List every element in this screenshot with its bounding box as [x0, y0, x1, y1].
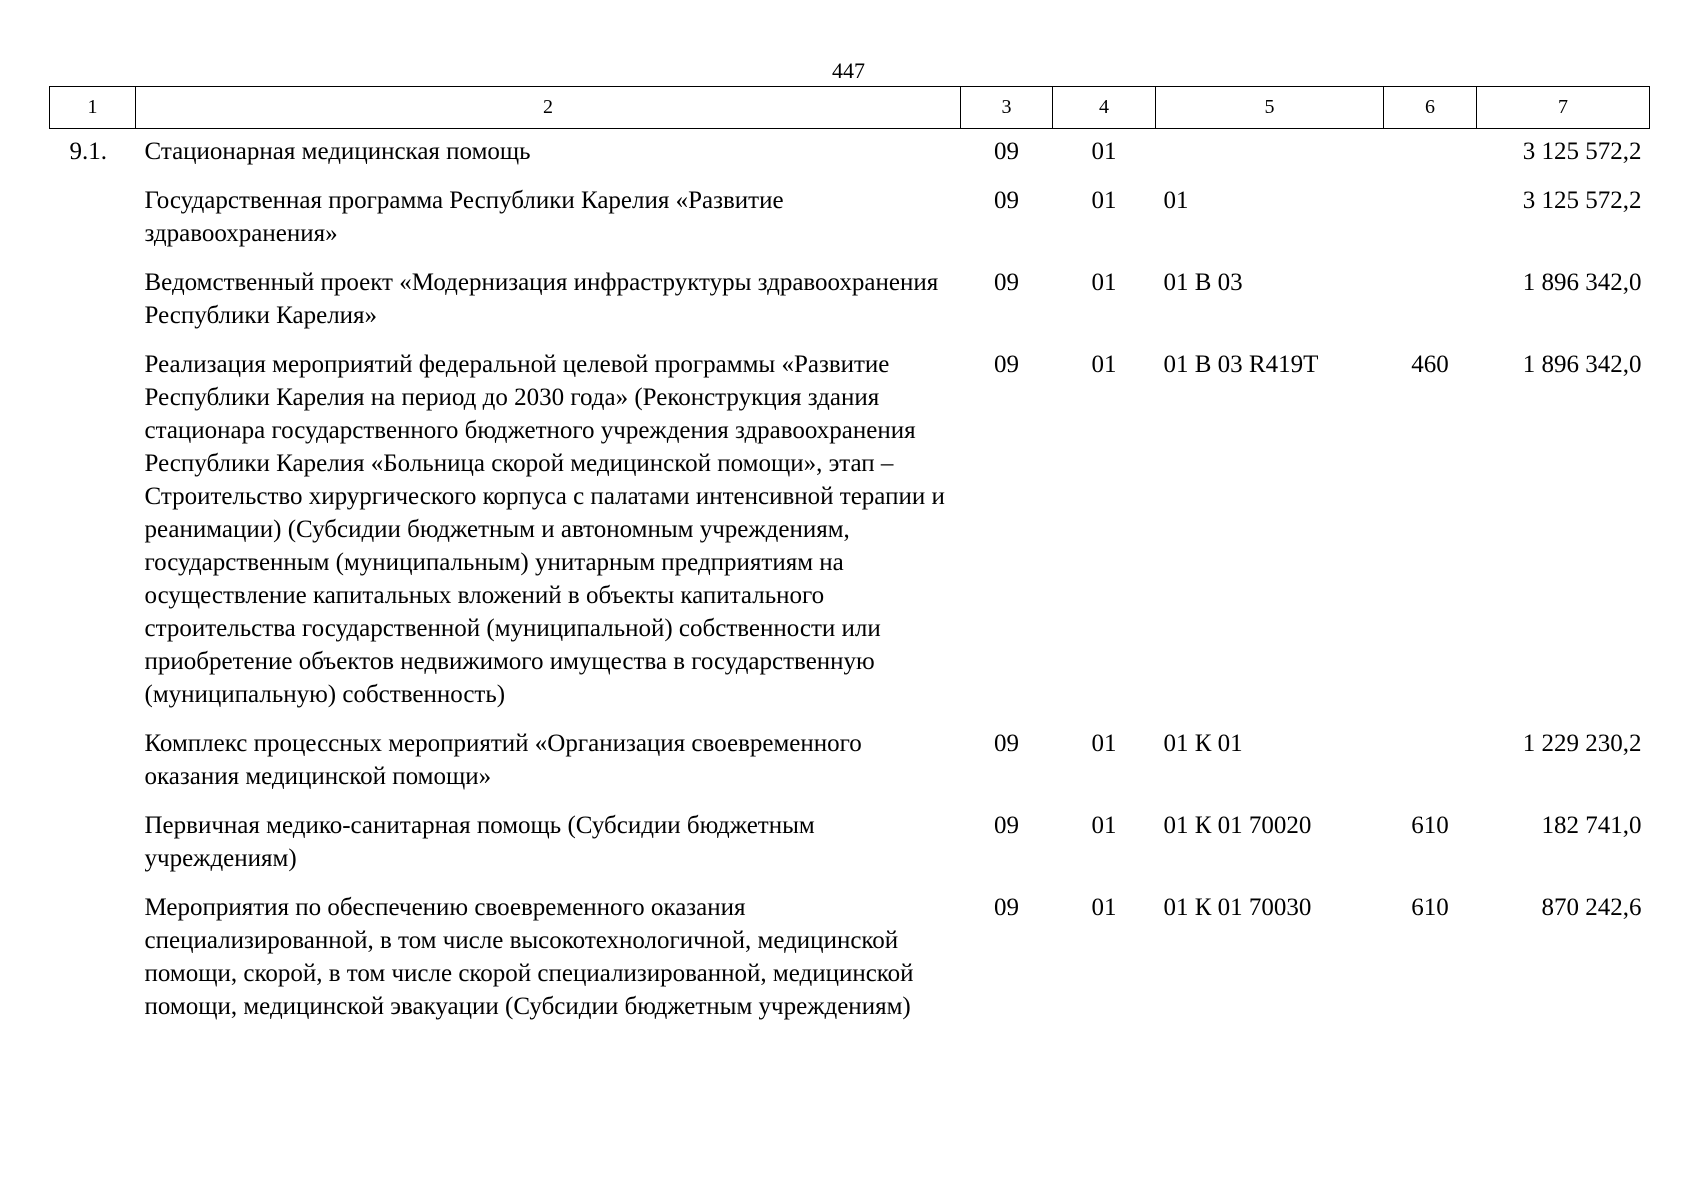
row-number: [50, 348, 136, 727]
row-section: 09: [994, 138, 1019, 165]
header-col-2: 2: [136, 87, 961, 129]
header-col-5: 5: [1156, 87, 1384, 129]
header-col-3: 3: [961, 87, 1053, 129]
header-col-7: 7: [1477, 87, 1650, 129]
header-col-6: 6: [1384, 87, 1477, 129]
header-col-1: 1: [50, 87, 136, 129]
table-row: [50, 727, 1650, 809]
row-target-article: 01 В 03: [1163, 269, 1243, 296]
row-subsection: 01: [1091, 269, 1117, 296]
table-row: [50, 129, 1650, 185]
table-row: [50, 266, 1650, 348]
row-expense-type: [1384, 266, 1477, 348]
row-expense-type: 460: [1411, 351, 1449, 378]
row-name: Мероприятия по обеспечению своевременного оказания специализированной, в том числе высокотехнологичной, медицинской помощи, скорой, в том числе скорой специализированной, медицинской помощи, медицинской эвакуации (Субсидии бюджетным учреждениям): [144, 894, 914, 1020]
row-target-article: [1156, 129, 1384, 185]
row-expense-type: [1384, 184, 1477, 266]
row-name: Комплекс процессных мероприятий «Организация своевременного оказания медицинской помощи»: [144, 730, 862, 790]
row-number: [50, 266, 136, 348]
row-subsection: 01: [1091, 730, 1117, 757]
row-expense-type: [1384, 129, 1477, 185]
row-name: Ведомственный проект «Модернизация инфраструктуры здравоохранения Республики Карелия»: [144, 269, 939, 329]
row-target-article: 01: [1163, 187, 1189, 214]
row-section: 09: [994, 351, 1019, 378]
row-amount: 1 896 342,0: [1522, 269, 1642, 296]
row-target-article: 01 К 01 70030: [1163, 894, 1312, 921]
row-name: Государственная программа Республики Карелия «Развитие здравоохранения»: [144, 187, 784, 247]
row-number: [50, 184, 136, 266]
row-name: Первичная медико-санитарная помощь (Субсидии бюджетным учреждениям): [144, 812, 815, 872]
table-row: [50, 809, 1650, 891]
row-subsection: 01: [1091, 894, 1117, 921]
header-row: [50, 87, 1650, 129]
row-section: 09: [994, 187, 1019, 214]
row-section: 09: [994, 812, 1019, 839]
page-number: 447: [832, 58, 865, 83]
row-number: [50, 727, 136, 809]
budget-table: [49, 86, 1650, 1039]
row-section: 09: [994, 269, 1019, 296]
table-row: [50, 348, 1650, 727]
table-row: [50, 184, 1650, 266]
row-amount: 1 229 230,2: [1522, 730, 1642, 757]
row-target-article: 01 К 01 70020: [1163, 812, 1312, 839]
row-subsection: 01: [1091, 351, 1117, 378]
table-row: [50, 891, 1650, 1039]
row-name: Реализация мероприятий федеральной целевой программы «Развитие Республики Карелия на период до 2030 года» (Реконструкция здания стационара государственного бюджетного учреждения здравоохранения Республики Карелия «Больница скорой медицинской помощи», этап – Строительство хирургического корпуса с палатами интенсивной терапии и реанимации) (Субсидии бюджетным и автономным учреждениям, государственным (муниципальным) унитарным предприятиям на осуществление капитальных вложений в объекты капитального строительства государственной (муниципальной) собственности или приобретение объектов недвижимого имущества в государственную (муниципальную) собственность): [144, 351, 945, 708]
row-subsection: 01: [1091, 812, 1117, 839]
row-expense-type: 610: [1411, 894, 1449, 921]
row-number: [50, 809, 136, 891]
row-number: [50, 891, 136, 1039]
row-section: 09: [994, 894, 1019, 921]
row-target-article: 01 В 03 R419T: [1163, 351, 1319, 378]
row-expense-type: 610: [1411, 812, 1449, 839]
row-target-article: 01 К 01: [1163, 730, 1243, 757]
row-amount: 3 125 572,2: [1522, 138, 1642, 165]
row-amount: 182 741,0: [1541, 812, 1642, 839]
row-subsection: 01: [1091, 187, 1117, 214]
header-col-4: 4: [1053, 87, 1156, 129]
row-amount: 1 896 342,0: [1522, 351, 1642, 378]
row-amount: 3 125 572,2: [1522, 187, 1642, 214]
row-name: Стационарная медицинская помощь: [144, 138, 531, 165]
row-number: 9.1.: [69, 138, 107, 165]
row-section: 09: [994, 730, 1019, 757]
row-subsection: 01: [1091, 138, 1117, 165]
row-amount: 870 242,6: [1541, 894, 1642, 921]
row-expense-type: [1384, 727, 1477, 809]
